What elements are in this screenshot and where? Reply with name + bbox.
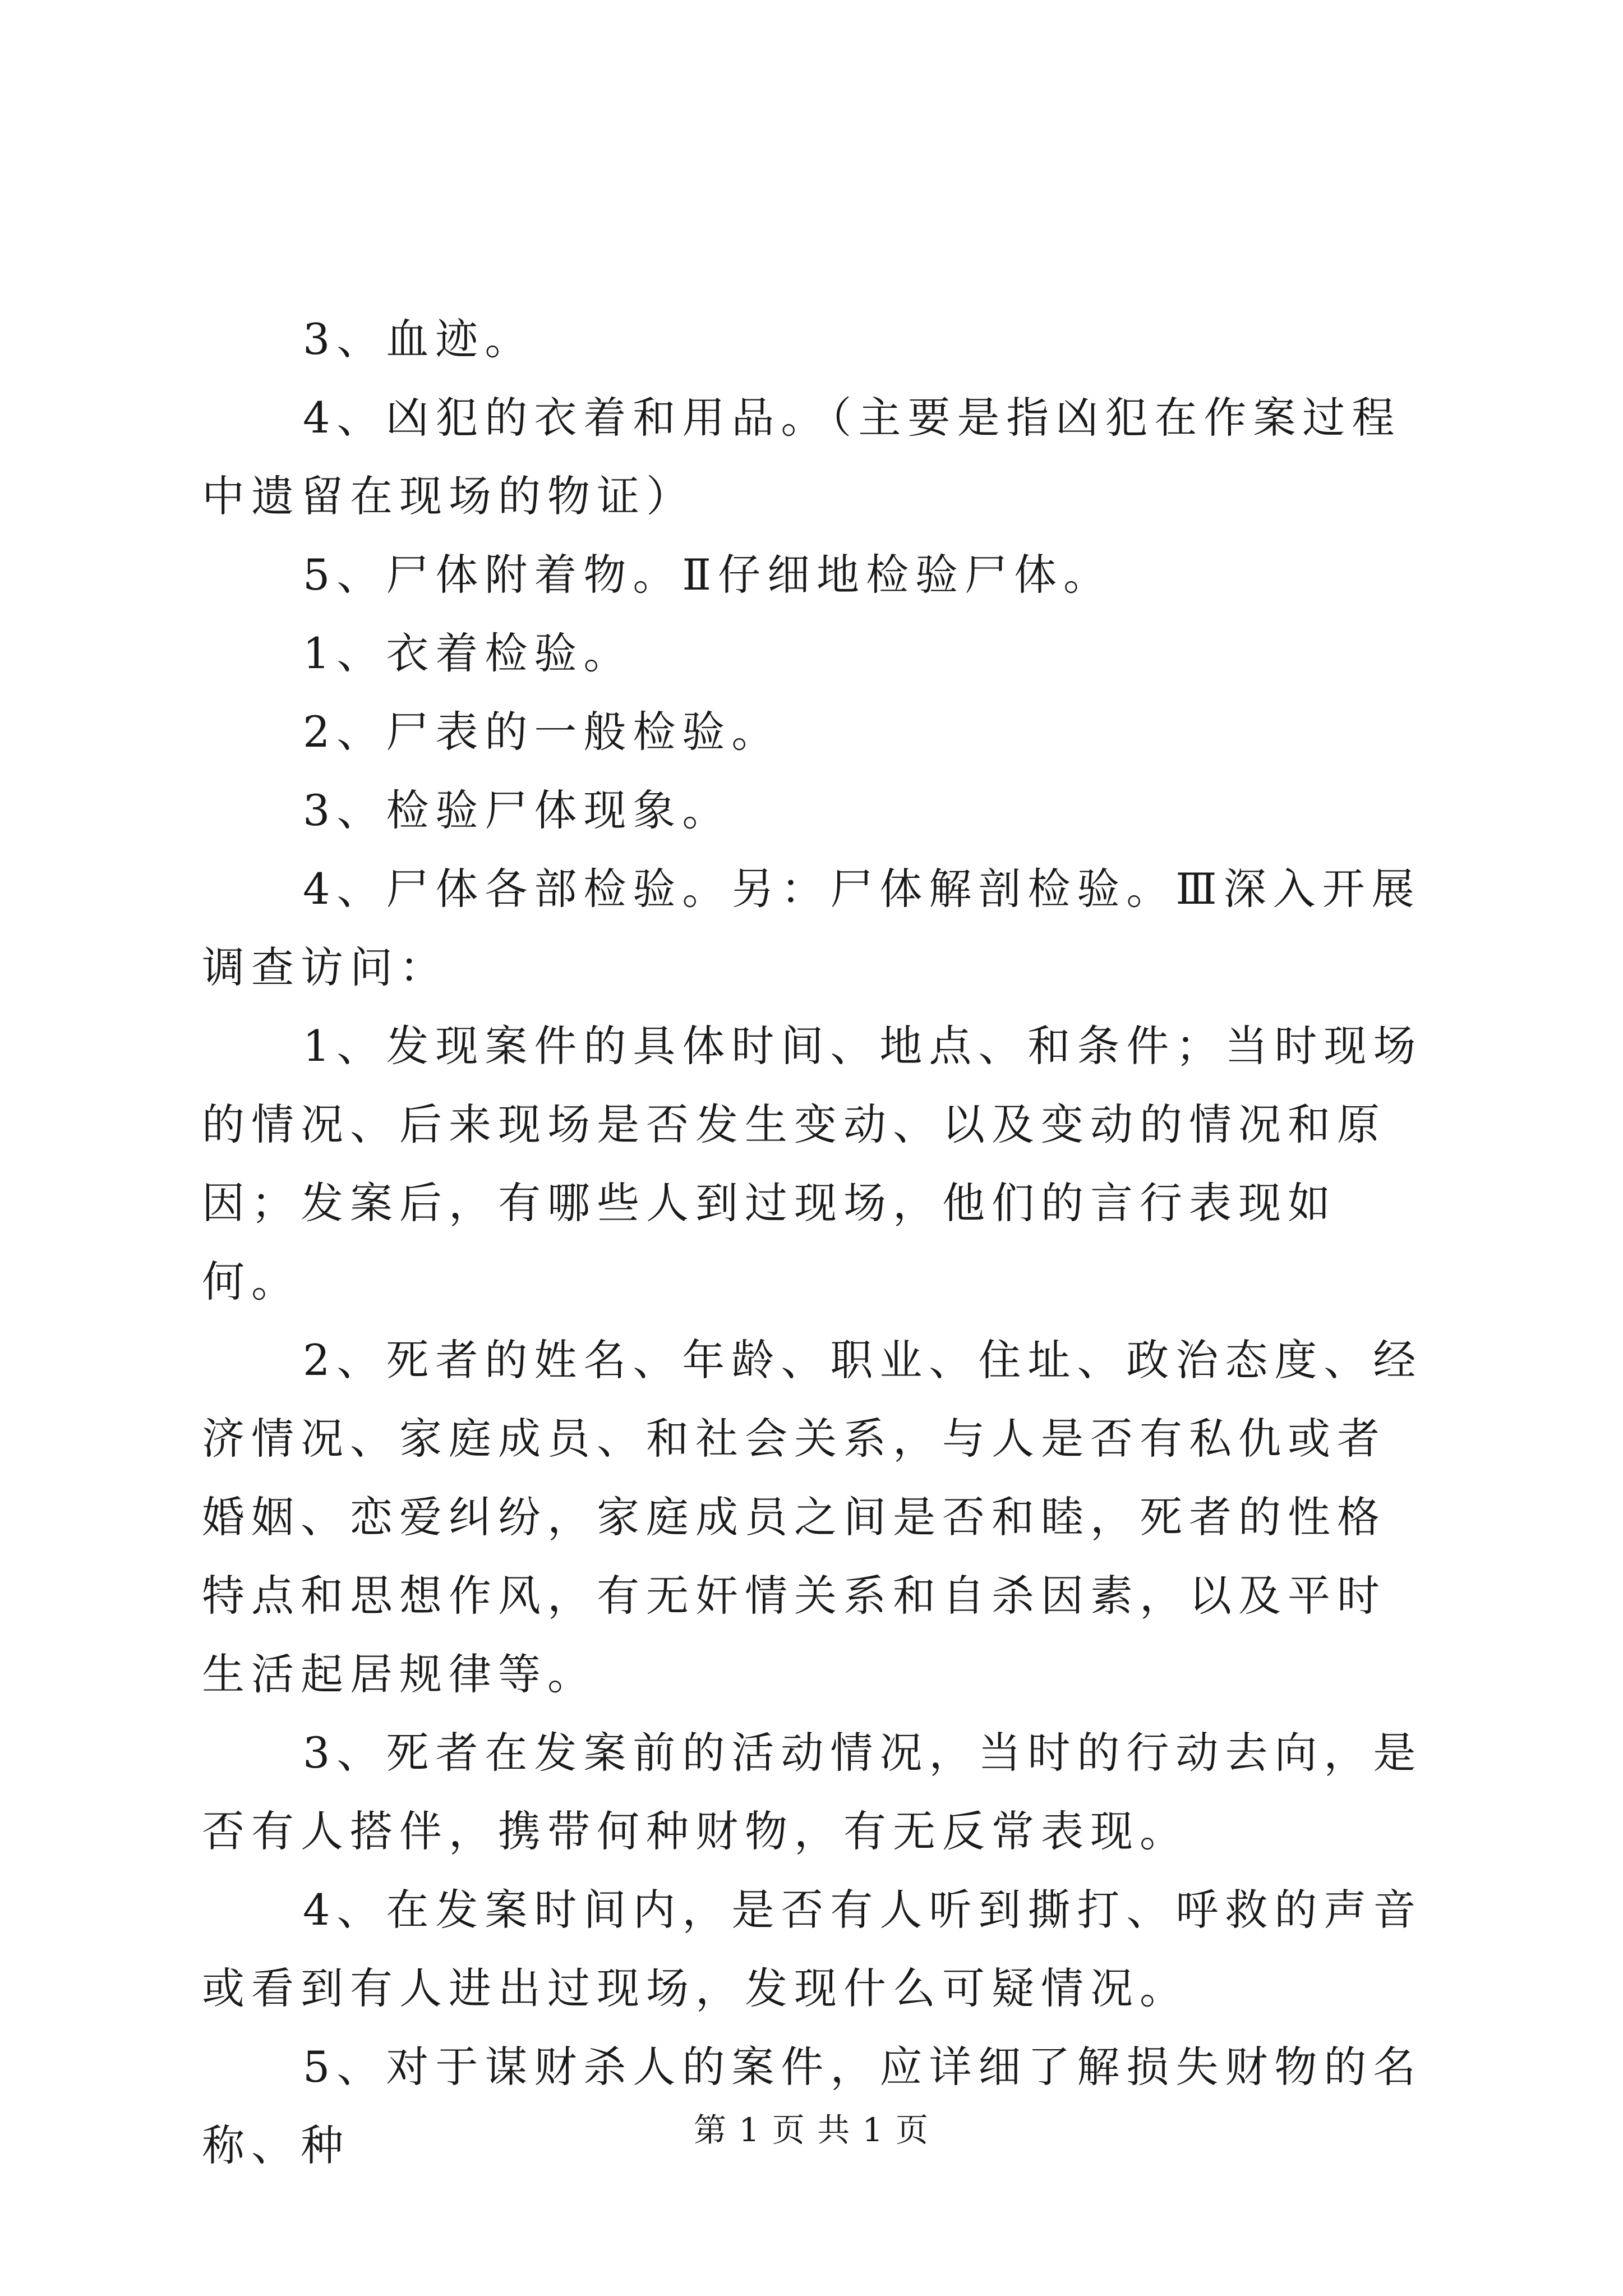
- paragraph-11: 4、在发案时间内，是否有人听到撕打、呼救的声音或看到有人进出过现场，发现什么可疑情况。: [202, 1885, 1423, 2013]
- paragraph-2: 4、凶犯的衣着和用品。（主要是指凶犯在作案过程中遗留在现场的物证）: [202, 393, 1401, 521]
- paragraph-3: 5、尸体附着物。Ⅱ仔细地检验尸体。: [303, 550, 1113, 600]
- paragraph-5: 2、尸表的一般检验。: [303, 707, 781, 757]
- paragraph-4: 1、衣着检验。: [303, 628, 633, 678]
- document-body: [202, 300, 1424, 2185]
- paragraph-12: 5、对于谋财杀人的案件，应详细了解损失财物的名称、种: [202, 2042, 1423, 2170]
- paragraph-8: 1、发现案件的具体时间、地点、和条件；当时现场的情况、后来现场是否发生变动、以及变动的情况和原因；发案后，有哪些人到过现场，他们的言行表现如何。: [202, 1021, 1423, 1306]
- paragraph-6: 3、检验尸体现象。: [303, 785, 732, 835]
- paragraph-7: 4、尸体各部检验。另：尸体解剖检验。Ⅲ深入开展调查访问：: [202, 864, 1421, 992]
- paragraph-9: 2、死者的姓名、年龄、职业、住址、政治态度、经济情况、家庭成员、和社会关系，与人是否有私仇或者婚姻、恋爱纠纷，家庭成员之间是否和睦，死者的性格特点和思想作风，有无奸情关系和自杀因素，以及平时生活起居规律等。: [202, 1335, 1423, 1699]
- paragraph-1: 3、血迹。: [303, 314, 534, 364]
- paragraph-10: 3、死者在发案前的活动情况，当时的行动去向，是否有人搭伴，携带何种财物，有无反常表现。: [202, 1728, 1423, 1856]
- page-number-label: 第 1 页 共 1 页: [694, 2111, 929, 2149]
- page-footer: [0, 2110, 1623, 2150]
